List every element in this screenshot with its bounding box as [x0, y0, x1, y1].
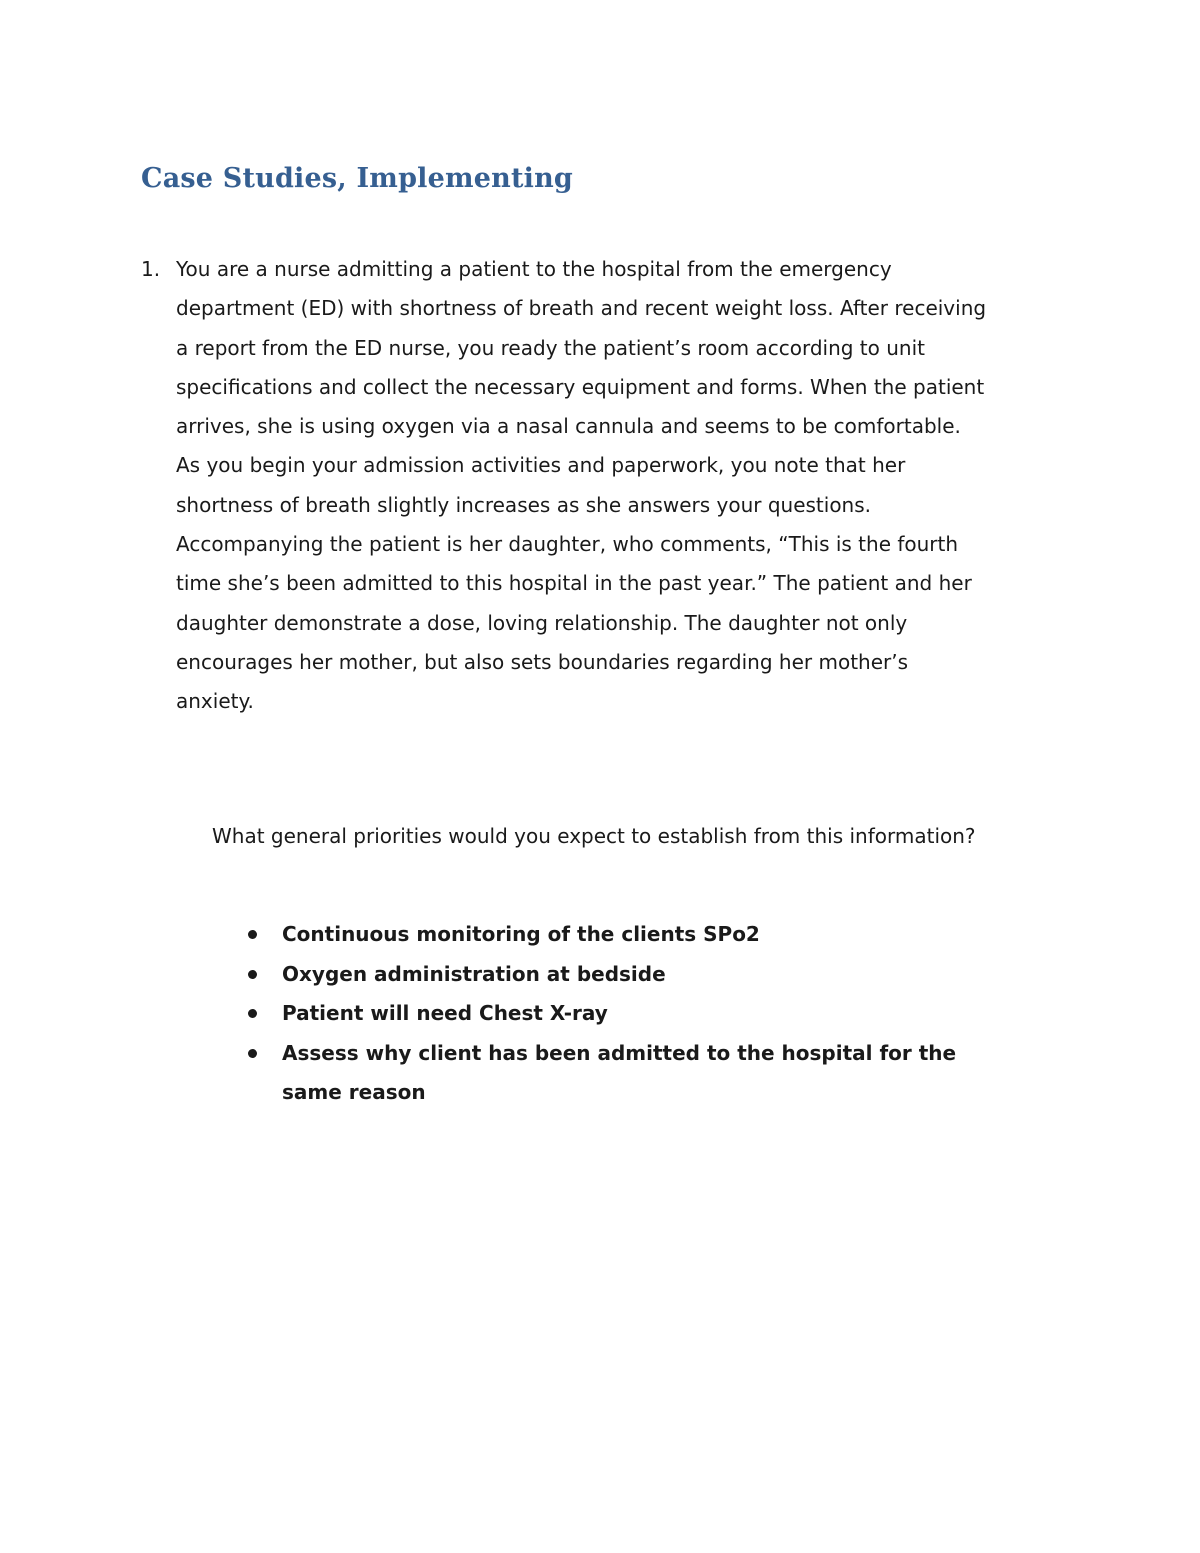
- answer-item: [244, 994, 1044, 1034]
- text-line: specifications and collect the necessary equipment and forms. When the patient: [176, 374, 985, 399]
- page-title: Case Studies, Implementing: [141, 163, 574, 194]
- text-line: shortness of breath slightly increases as she answers your questions.: [176, 492, 872, 517]
- bullet-icon: [248, 970, 257, 979]
- text-line: department (ED) with shortness of breath and recent weight loss. After receiving: [176, 296, 987, 321]
- text-line: You are a nurse admitting a patient to the hospital from the emergency: [176, 257, 892, 281]
- text-line: anxiety.: [176, 689, 254, 714]
- answer-item: [244, 955, 1044, 995]
- text-line: encourages her mother, but also sets boundaries regarding her mother’s: [176, 649, 909, 674]
- answer-list: [244, 915, 1044, 1113]
- text-line: a report from the ED nurse, you ready the patient’s room according to unit: [176, 335, 925, 360]
- answer-line: Assess why client has been admitted to the hospital for the: [282, 1040, 957, 1065]
- text-line: time she’s been admitted to this hospital in the past year.” The patient and her: [176, 571, 972, 596]
- text-line: daughter demonstrate a dose, loving relationship. The daughter not only: [176, 610, 908, 635]
- answer-line: Oxygen administration at bedside: [282, 961, 666, 986]
- bullet-icon: [248, 1009, 257, 1018]
- bullet-icon: [248, 930, 257, 939]
- answer-line: Continuous monitoring of the clients SPo2: [282, 922, 760, 946]
- text-line: arrives, she is using oxygen via a nasal cannula and seems to be comfortable.: [176, 414, 961, 439]
- answer-item: [244, 915, 1044, 955]
- text-line: As you begin your admission activities and paperwork, you note that her: [176, 453, 906, 478]
- answer-line: Patient will need Chest X-ray: [282, 1001, 608, 1025]
- bullet-icon: [248, 1049, 257, 1058]
- text-line: Accompanying the patient is her daughter, who comments, “This is the fourth: [176, 532, 959, 557]
- answer-item: [244, 1034, 1044, 1113]
- item-number: 1.: [141, 257, 161, 281]
- question-text: What general priorities would you expect to establish from this information?: [212, 824, 976, 848]
- answer-line: same reason: [282, 1080, 426, 1104]
- case-study-text: [176, 250, 1066, 722]
